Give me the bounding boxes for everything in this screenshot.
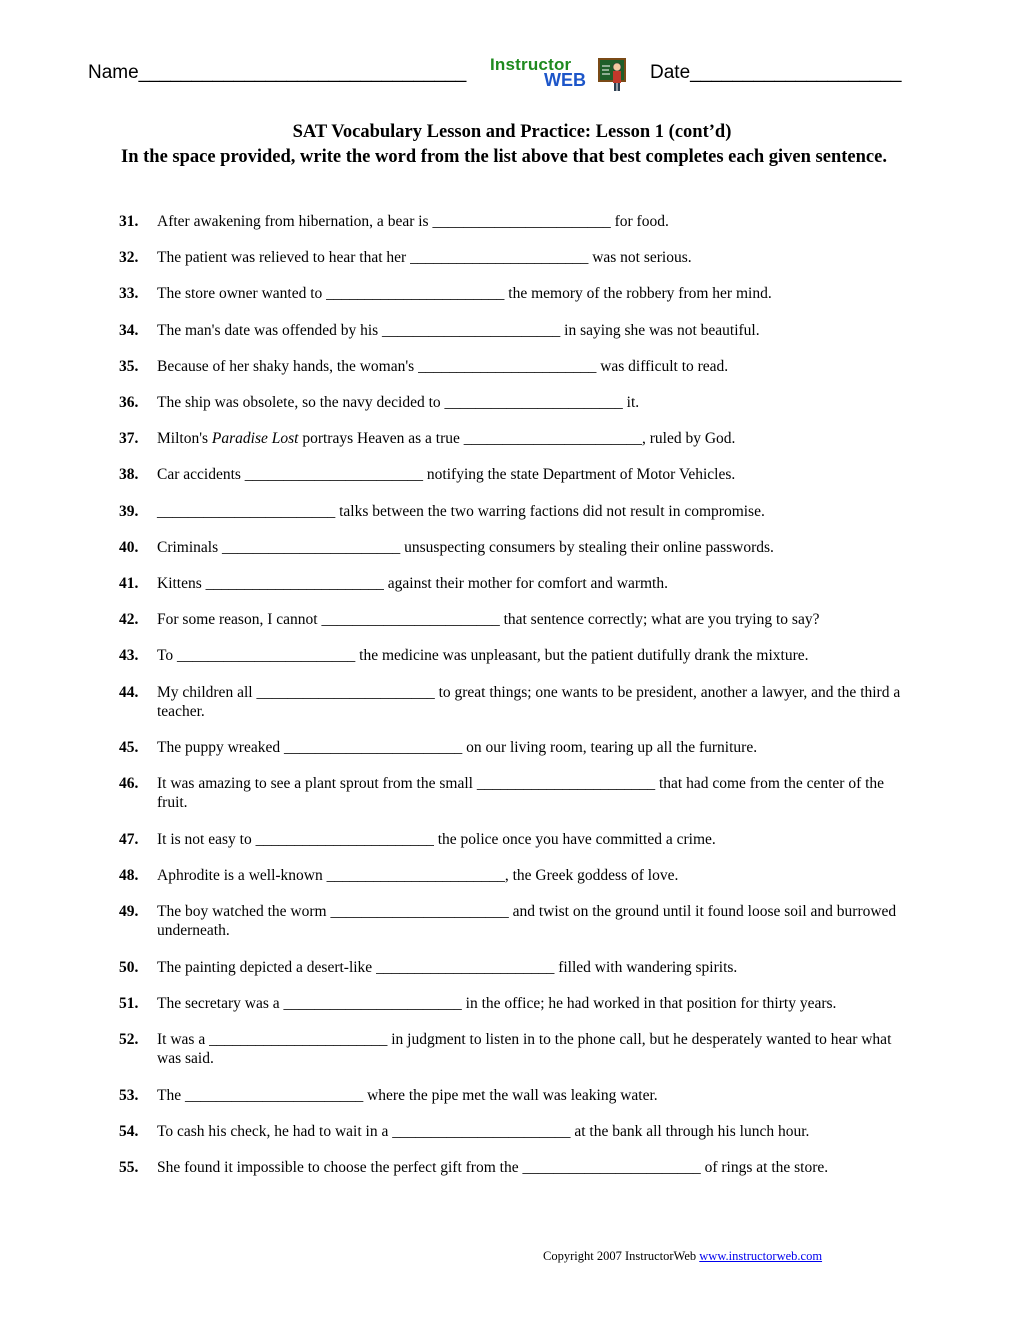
question-number: 38. xyxy=(119,466,139,484)
page-title: SAT Vocabulary Lesson and Practice: Lesson 1 (cont’d) xyxy=(292,122,732,142)
answer-blank[interactable]: _______________________ xyxy=(222,538,401,556)
question-number: 33. xyxy=(119,285,139,303)
question-text xyxy=(157,994,909,1013)
sentence-start: It was a xyxy=(157,1031,210,1049)
answer-blank[interactable]: _______________________ xyxy=(321,611,500,629)
teacher-at-chalkboard-icon xyxy=(598,58,628,92)
answer-blank[interactable]: _______________________ xyxy=(157,502,336,520)
question-text xyxy=(157,321,909,340)
sentence-end: , ruled by God. xyxy=(641,430,736,448)
answer-blank[interactable]: _______________________ xyxy=(522,1159,701,1176)
sentence-end: in judgment to listen in to the phone call, but he desperately wanted to hear what was said. xyxy=(157,1031,892,1068)
question-text xyxy=(157,738,909,757)
sentence-start: The secretary was a xyxy=(157,994,284,1012)
sentence-end: in saying she was not beautiful. xyxy=(560,321,760,339)
question-number: 51. xyxy=(119,994,139,1012)
question-number: 55. xyxy=(119,1159,139,1176)
question-number: 50. xyxy=(119,958,139,976)
question-text xyxy=(157,538,909,557)
sentence-start: The store owner wanted to xyxy=(157,285,327,303)
answer-blank[interactable]: _______________________ xyxy=(463,430,642,448)
question-text xyxy=(157,465,909,484)
question-number: 48. xyxy=(119,867,139,884)
question-number: 47. xyxy=(119,830,139,848)
sentence-start: After awakening from hibernation, a bear is xyxy=(157,213,433,230)
question-number: 53. xyxy=(119,1086,139,1104)
sentence-start: The painting depicted a desert-like xyxy=(157,958,377,976)
copyright-text: Copyright 2007 InstructorWeb xyxy=(543,1249,700,1263)
answer-blank[interactable]: _______________________ xyxy=(410,249,589,267)
sentence-start: The boy watched the worm xyxy=(157,903,331,921)
answer-blank[interactable]: _______________________ xyxy=(326,867,505,884)
question-number: 35. xyxy=(119,357,139,375)
sentence-end: filled with wandering spirits. xyxy=(554,958,738,976)
question-number: 54. xyxy=(119,1122,139,1140)
question-text xyxy=(157,1122,909,1141)
italic-title: Paradise Lost xyxy=(211,430,299,448)
question-text xyxy=(157,774,909,812)
sentence-start: To xyxy=(157,647,178,665)
sentence-start: The puppy wreaked xyxy=(157,739,284,757)
sentence-end: in the office; he had worked in that position for thirty years. xyxy=(461,994,837,1012)
question-number: 36. xyxy=(119,394,139,411)
question-number: 39. xyxy=(119,502,139,520)
sentence-end: the police once you have committed a crime. xyxy=(433,830,716,848)
answer-blank[interactable]: _______________________ xyxy=(283,739,463,757)
sentence-end: for food. xyxy=(610,213,669,230)
question-number: 45. xyxy=(119,739,139,757)
instructorweb-logo xyxy=(488,56,630,92)
page-header xyxy=(0,56,1024,96)
sentence-end: against their mother for comfort and warmth. xyxy=(383,575,668,592)
sentence-end: that sentence correctly; what are you trying to say? xyxy=(499,611,820,629)
sentence-start: Car accidents xyxy=(157,466,245,484)
answer-blank[interactable]: _______________________ xyxy=(432,213,611,230)
answer-blank[interactable]: _______________________ xyxy=(392,1122,571,1140)
sentence-end: the medicine was unpleasant, but the patient dutifully drank the mixture. xyxy=(355,647,809,665)
sentence-start: Kittens xyxy=(157,575,206,592)
question-number: 49. xyxy=(119,903,139,921)
date-field[interactable]: Date____________________ xyxy=(650,62,902,83)
sentence-end: to great things; one wants to be president, another a lawyer, and the third a teacher. xyxy=(157,683,901,720)
question-text xyxy=(157,958,909,977)
sentence-start: The xyxy=(157,1086,185,1104)
sentence-start: Aphrodite is a well-known xyxy=(157,867,327,884)
sentence-end: where the pipe met the wall was leaking water. xyxy=(363,1086,658,1104)
question-number: 46. xyxy=(119,775,139,793)
question-text xyxy=(157,646,909,665)
answer-blank[interactable]: _______________________ xyxy=(209,1031,388,1049)
sentence-start: It is not easy to xyxy=(157,830,256,848)
answer-blank[interactable]: _______________________ xyxy=(444,394,623,411)
answer-blank[interactable]: _______________________ xyxy=(205,575,384,592)
question-number: 41. xyxy=(119,575,139,592)
question-text xyxy=(157,1030,909,1068)
sentence-start: For some reason, I cannot xyxy=(157,611,322,629)
answer-blank[interactable]: _______________________ xyxy=(255,830,434,848)
question-text xyxy=(157,429,909,448)
sentence-end: and twist on the ground until it found loose soil and burrowed underneath. xyxy=(157,903,897,940)
question-number: 52. xyxy=(119,1031,139,1049)
sentence-end: at the bank all through his lunch hour. xyxy=(570,1122,810,1140)
sentence-start: To cash his check, he had to wait in a xyxy=(157,1122,393,1140)
answer-blank[interactable]: _______________________ xyxy=(326,285,505,303)
question-number: 40. xyxy=(119,538,139,556)
question-number: 43. xyxy=(119,647,139,665)
question-text xyxy=(157,212,909,231)
question-text xyxy=(157,683,909,721)
answer-blank[interactable]: _______________________ xyxy=(256,683,435,701)
question-text xyxy=(157,574,909,593)
answer-blank[interactable]: _______________________ xyxy=(283,994,462,1012)
question-text xyxy=(157,1158,909,1177)
sentence-end: that had come from the center of the fruit. xyxy=(157,775,885,812)
answer-blank[interactable]: _______________________ xyxy=(184,1086,364,1104)
sentence-start: The man's date was offended by his xyxy=(157,321,383,339)
website-link[interactable]: www.instructorweb.com xyxy=(699,1249,823,1263)
question-text xyxy=(157,284,909,303)
question-number: 37. xyxy=(119,430,139,448)
question-number: 44. xyxy=(119,683,139,701)
instructions: In the space provided, write the word from the list above that best completes each given sentence. xyxy=(121,147,887,167)
sentence-start: The patient was relieved to hear that her xyxy=(157,249,411,267)
sentence-end: it. xyxy=(622,394,640,411)
sentence-start: Because of her shaky hands, the woman's xyxy=(157,357,419,375)
name-field[interactable]: Name_______________________________ xyxy=(88,62,467,83)
answer-blank[interactable]: _______________________ xyxy=(418,357,597,375)
sentence-end: of rings at the store. xyxy=(700,1159,829,1176)
question-number: 42. xyxy=(119,611,139,629)
sentence-end: notifying the state Department of Motor Vehicles. xyxy=(423,466,736,484)
question-text xyxy=(157,248,909,267)
copyright-footer xyxy=(543,1249,822,1264)
question-number: 34. xyxy=(119,321,139,339)
sentence-start: The ship was obsolete, so the navy decided to xyxy=(157,394,445,411)
question-text xyxy=(157,502,909,521)
answer-blank[interactable]: _______________________ xyxy=(382,321,561,339)
sentence-continuation: portrays Heaven as a true xyxy=(298,430,464,448)
question-text xyxy=(157,830,909,849)
sentence-end: was difficult to read. xyxy=(596,357,729,375)
answer-blank[interactable]: _______________________ xyxy=(330,903,509,921)
sentence-end: the memory of the robbery from her mind. xyxy=(504,285,772,303)
question-number: 31. xyxy=(119,213,139,230)
logo-line2: WEB xyxy=(544,70,586,90)
question-text xyxy=(157,902,909,940)
sentence-end: unsuspecting consumers by stealing their online passwords. xyxy=(400,538,774,556)
question-text xyxy=(157,393,909,412)
question-text xyxy=(157,866,909,885)
sentence-end: on our living room, tearing up all the furniture. xyxy=(462,739,758,757)
sentence-end: talks between the two warring factions did not result in compromise. xyxy=(335,502,765,520)
sentence-end: was not serious. xyxy=(588,249,692,267)
sentence-start: It was amazing to see a plant sprout from the small xyxy=(157,775,477,793)
logo-line1: Instructor xyxy=(490,55,572,74)
sentence-start: Milton's xyxy=(157,430,212,448)
answer-blank[interactable]: _______________________ xyxy=(476,775,656,793)
sentence-end: , the Greek goddess of love. xyxy=(504,867,679,884)
question-text xyxy=(157,357,909,376)
question-number: 32. xyxy=(119,249,139,267)
sentence-start: She found it impossible to choose the perfect gift from the xyxy=(157,1159,523,1176)
question-text xyxy=(157,1086,909,1105)
answer-blank[interactable]: _______________________ xyxy=(244,466,424,484)
sentence-start: Criminals xyxy=(157,538,223,556)
question-text xyxy=(157,610,909,629)
answer-blank[interactable]: _______________________ xyxy=(376,958,555,976)
answer-blank[interactable]: _______________________ xyxy=(177,647,356,665)
sentence-start: My children all xyxy=(157,683,257,701)
